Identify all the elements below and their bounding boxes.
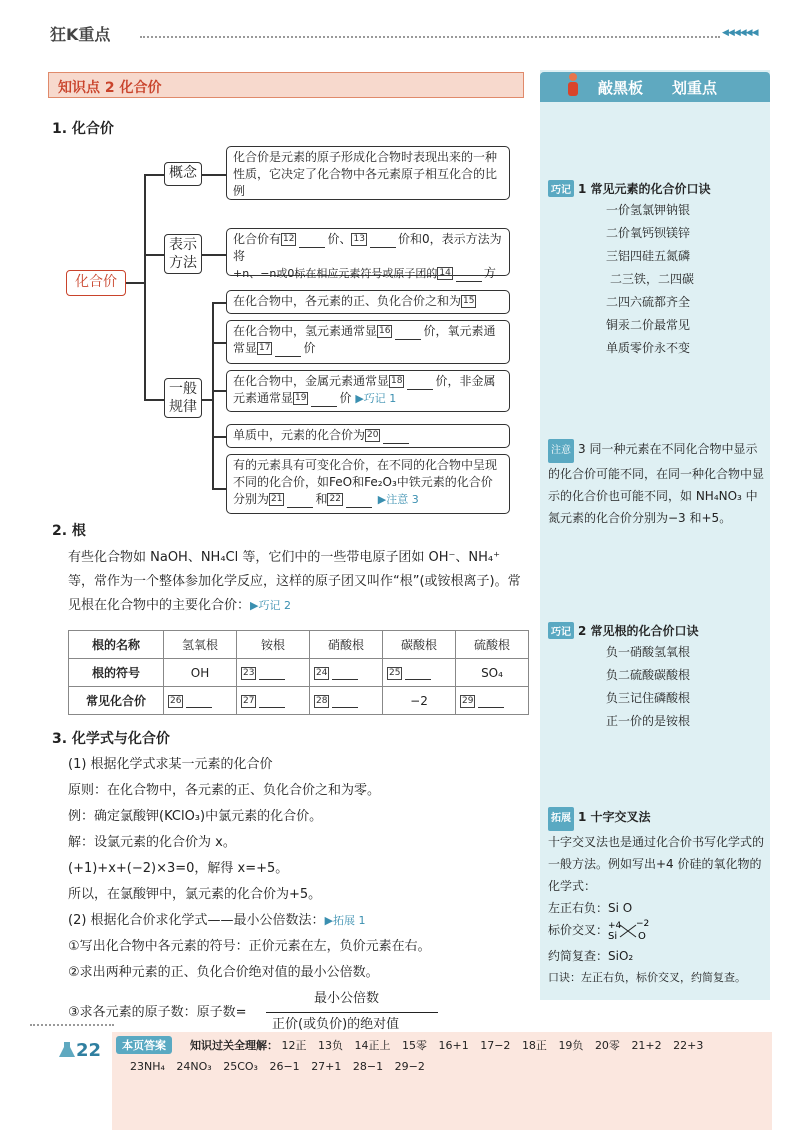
table-cell: −2 [383, 687, 456, 715]
mnemonic-line: 正一价的是铵根 [606, 714, 691, 728]
method-text: 化合价有 [233, 232, 282, 246]
table-cell [237, 687, 310, 715]
blank-number: 18 [391, 376, 403, 386]
sidebar-tip-1 [548, 180, 764, 360]
heading-radical: 2. 根 [52, 523, 86, 539]
rule-text: 和 [315, 492, 328, 506]
answers-row-2 [130, 1060, 425, 1073]
extension-tag: 拓展 [548, 807, 574, 831]
table-cell [310, 659, 383, 687]
note-number: 3 [578, 442, 586, 456]
paragraph-text: ③求各元素的原子数：原子数= [68, 1005, 247, 1020]
answer-item: 27+1 [311, 1060, 342, 1073]
blank-number: 27 [243, 696, 255, 706]
answer-item: 18正 [521, 1039, 547, 1052]
map-connector [212, 390, 226, 392]
header-dotted-rule [140, 36, 720, 38]
sidebar-note-3 [548, 438, 764, 529]
blank-number: 22 [329, 494, 341, 504]
map-connector [212, 488, 226, 490]
answer-blank[interactable] [259, 665, 285, 680]
note-text: 同一种元素在不同化合物中显示的化合价可能不同，在同一种化合物中显示的化合价也可能不同，如 NH₄NO₃ 中氮元素的化合价分别为−3 和+5。 [548, 442, 765, 525]
answer-item: 13负 [318, 1039, 343, 1052]
map-connector [212, 302, 226, 304]
blank-number: 24 [316, 668, 328, 678]
blank-number: 21 [271, 494, 283, 504]
blank-number: 13 [353, 234, 365, 244]
table-row [69, 659, 529, 687]
extension-line: 左正右负：Si O [548, 901, 633, 915]
answer-item: 28−1 [352, 1060, 384, 1073]
tip-title: 1 常见元素的化合价口诀 [578, 182, 711, 196]
mnemonic-line: 负一硝酸氢氧根 [606, 645, 691, 659]
table-cell: 常见化合价 [69, 687, 164, 715]
svg-text:+4: +4 [608, 921, 622, 931]
sidebar-extension-1 [548, 806, 764, 989]
method-text: 价、 [327, 232, 352, 246]
mnemonic-line: 二三铁，二四碳 [610, 272, 695, 286]
paragraph-text: (2) 根据化合价求化学式——最小公倍数法： [68, 913, 325, 928]
reference-link[interactable]: ▶注意 3 [377, 493, 419, 506]
rule-text: 在化合物中，金属元素通常显 [233, 374, 390, 388]
fraction-denominator: 正价(或负价)的绝对值 [272, 1017, 400, 1032]
answer-item: 19负 [558, 1039, 584, 1052]
answer-blank[interactable] [395, 325, 421, 340]
blank-number: 17 [259, 343, 271, 353]
answer-item: 25CO₃ [223, 1060, 258, 1073]
answer-blank[interactable] [259, 693, 285, 708]
rule-text: 有的元素具有可变化合价，在不同的化合物中呈现不同的化合价，如FeO和Fe₂O₃中铁元素的化合价分别为 [233, 458, 498, 506]
answer-blank[interactable] [287, 493, 313, 508]
blank-number: 14 [439, 268, 451, 278]
radical-paragraph [68, 546, 524, 618]
table-cell: 氢氧根 [164, 631, 237, 659]
table-cell: OH [164, 659, 237, 687]
table-row [69, 631, 529, 659]
paragraph-text: (1) 根据化学式求某一元素的化合价 [68, 757, 273, 772]
note-tag: 注意 [548, 439, 574, 463]
extension-line: 标价交叉： [548, 923, 609, 937]
blank-number: 26 [170, 696, 182, 706]
rule-box-1 [226, 290, 510, 314]
answer-blank[interactable] [311, 392, 337, 407]
page-number: 22 [76, 1040, 102, 1061]
reference-link[interactable]: ▶巧记 1 [355, 392, 397, 405]
heading-valence: 1. 化合价 [52, 121, 114, 137]
table-cell: 碳酸根 [383, 631, 456, 659]
answer-blank[interactable] [456, 267, 482, 282]
sidebar-banner-right: 划重点 [672, 79, 718, 97]
table-cell [456, 687, 529, 715]
tip-tag: 巧记 [548, 622, 574, 639]
table-cell [383, 659, 456, 687]
fraction-numerator: 最小公倍数 [314, 991, 380, 1006]
blank-number: 25 [389, 668, 401, 678]
table-cell [237, 659, 310, 687]
table-cell [310, 687, 383, 715]
rule-box-5 [226, 454, 510, 514]
map-connector [202, 174, 226, 176]
rule-text: 在化合物中，氢元素通常显 [233, 324, 378, 338]
answer-item: 20零 [594, 1039, 620, 1052]
map-connector [144, 174, 146, 400]
rule-box-3 [226, 370, 510, 412]
answer-blank[interactable] [299, 233, 325, 248]
answer-item: 26−1 [269, 1060, 300, 1073]
extension-title: 1 十字交叉法 [578, 810, 651, 824]
paragraph-text: 所以，在氯酸钾中，氯元素的化合价为+5。 [68, 887, 322, 902]
mnemonic-line: 负三记住磷酸根 [606, 691, 691, 705]
rule-text: 价 [339, 391, 352, 405]
blank-number: 16 [379, 326, 391, 336]
map-connector [212, 436, 226, 438]
answer-blank[interactable] [370, 233, 396, 248]
answer-blank[interactable] [346, 493, 372, 508]
table-cell: 根的名称 [69, 631, 164, 659]
teacher-icon [564, 72, 582, 100]
map-connector [144, 254, 164, 256]
rule-text: 价，非金属元素通常显 [233, 374, 496, 405]
answer-blank[interactable] [332, 693, 358, 708]
map-center-node: 化合价 [66, 270, 126, 296]
answers-row-1 [190, 1037, 703, 1053]
answer-item: 24NO₃ [176, 1060, 212, 1073]
map-connector [144, 174, 164, 176]
table-cell: 硝酸根 [310, 631, 383, 659]
map-connector [212, 302, 214, 488]
blank-number: 28 [316, 696, 328, 706]
answer-blank[interactable] [405, 665, 431, 680]
reference-link[interactable]: ▶巧记 2 [250, 599, 291, 612]
paragraph-text: 解：设氯元素的化合价为 x。 [68, 835, 236, 850]
mnemonic-line: 负二硫酸碳酸根 [606, 668, 691, 682]
answer-item: 16+1 [438, 1039, 469, 1052]
answer-item: 22+3 [673, 1039, 704, 1052]
mnemonic-line: 单质零价永不变 [606, 341, 691, 355]
method-box [226, 228, 510, 280]
flask-icon [58, 1040, 76, 1064]
extension-text: 十字交叉法也是通过化合价书写化学式的一般方法。例如写出+4 价硅的氧化物的化学式： [548, 835, 765, 893]
paragraph-text: ②求出两种元素的正、负化合价绝对值的最小公倍数。 [68, 965, 379, 980]
paragraph-text: 有些化合物如 NaOH、NH₄Cl 等，它们中的一些带电原子团如 OH⁻、NH₄⁺ 等，常作为一个整体参加化学反应，这样的原子团又叫作“根”(或铵根离子)。常见根在化合物中的主要化合价： [68, 550, 521, 613]
table-cell [164, 687, 237, 715]
mnemonic-line: 二价氧钙钡镁锌 [606, 226, 691, 240]
map-branch-method: 表示方法 [164, 234, 202, 274]
mnemonic-line: 一价氢氯钾钠银 [606, 203, 691, 217]
concept-box: 化合价是元素的原子形成化合物时表现出来的一种性质，它决定了化合物中各元素原子相互化合的比例 [226, 146, 510, 200]
blank-number: 20 [367, 430, 379, 440]
answer-blank[interactable] [186, 693, 212, 708]
header-logo: 狂K重点 [50, 25, 111, 44]
map-branch-rules: 一般规律 [164, 378, 202, 418]
heading-formula: 3. 化学式与化合价 [52, 731, 170, 747]
svg-text:−2: −2 [636, 919, 650, 929]
table-row [69, 687, 529, 715]
answer-item: 15零 [402, 1039, 427, 1052]
answers-prefix: 知识过关全理解： [190, 1039, 278, 1052]
answer-blank[interactable] [332, 665, 358, 680]
table-cell: 铵根 [237, 631, 310, 659]
mnemonic-line: 铜汞二价最常见 [606, 318, 691, 332]
table-cell: 硫酸根 [456, 631, 529, 659]
answer-item: 21+2 [631, 1039, 662, 1052]
tip-tag: 巧记 [548, 180, 574, 197]
table-cell: SO₄ [456, 659, 529, 687]
map-connector [144, 399, 164, 401]
answer-item: 12正 [281, 1039, 307, 1052]
mnemonic-line: 二四六硫都齐全 [606, 295, 691, 309]
rule-text: 价，氧元素通常显 [233, 324, 496, 355]
cross-diagram [606, 917, 650, 943]
rule-text: 在化合物中，各元素的正、负化合价之和为 [233, 294, 462, 308]
header-arrows: ◀◀◀◀◀◀ [722, 28, 758, 38]
radical-table [68, 630, 529, 715]
answer-item: 23NH₄ [130, 1060, 165, 1073]
method-text: +n、−n或0标在相应元素符号或原子团的 [233, 267, 438, 280]
table-cell: 根的符号 [69, 659, 164, 687]
mnemonic-line: 三铝四硅五氮磷 [606, 249, 691, 263]
blank-number: 19 [295, 393, 307, 403]
answer-item: 29−2 [394, 1060, 425, 1073]
svg-text:O: O [638, 931, 646, 942]
blank-number: 15 [463, 296, 475, 306]
rule-text: 价 [303, 341, 316, 355]
sidebar-tip-2 [548, 622, 764, 733]
map-connector [126, 282, 144, 284]
method-text: 价和0，表示方法为将 [233, 232, 502, 263]
answer-item: 17−2 [480, 1039, 511, 1052]
paragraph-text: (+1)+x+(−2)×3=0，解得 x=+5。 [68, 861, 289, 876]
answer-blank[interactable] [383, 429, 409, 444]
answer-blank[interactable] [478, 693, 504, 708]
answer-blank[interactable] [407, 375, 433, 390]
sidebar-banner-left: 敲黑板 [598, 79, 644, 97]
paragraph-text: 例：确定氯酸钾(KClO₃)中氯元素的化合价。 [68, 809, 323, 824]
map-branch-concept: 概念 [164, 162, 202, 186]
map-connector [202, 254, 226, 256]
blank-number: 12 [283, 234, 295, 244]
reference-link[interactable]: ▶拓展 1 [324, 914, 366, 927]
svg-text:Si: Si [608, 931, 618, 942]
extension-line: 约简复查：SiO₂ [548, 949, 634, 963]
answer-item: 14正上 [354, 1039, 391, 1052]
blank-number: 23 [243, 668, 255, 678]
footer-dotted-rule [30, 1024, 114, 1026]
answers-label: 本页答案 [116, 1036, 172, 1054]
answer-blank[interactable] [275, 342, 301, 357]
paragraph-text: ①写出化合物中各元素的符号：正价元素在左，负价元素在右。 [68, 939, 431, 954]
method-text: 方 [483, 266, 496, 280]
extension-line: 口诀：左正右负，标价交叉，约简复查。 [548, 971, 746, 984]
rule-box-4 [226, 424, 510, 448]
paragraph-text: 原则：在化合物中，各元素的正、负化合价之和为零。 [68, 783, 381, 798]
blank-number: 29 [462, 696, 474, 706]
formula-section [68, 752, 528, 1032]
tip-title: 2 常见根的化合价口诀 [578, 624, 699, 638]
section-title: 知识点 2 化合价 [58, 80, 162, 96]
map-connector [202, 399, 212, 401]
rule-text: 单质中，元素的化合价为 [233, 428, 366, 442]
rule-box-2 [226, 320, 510, 364]
map-connector [212, 342, 226, 344]
